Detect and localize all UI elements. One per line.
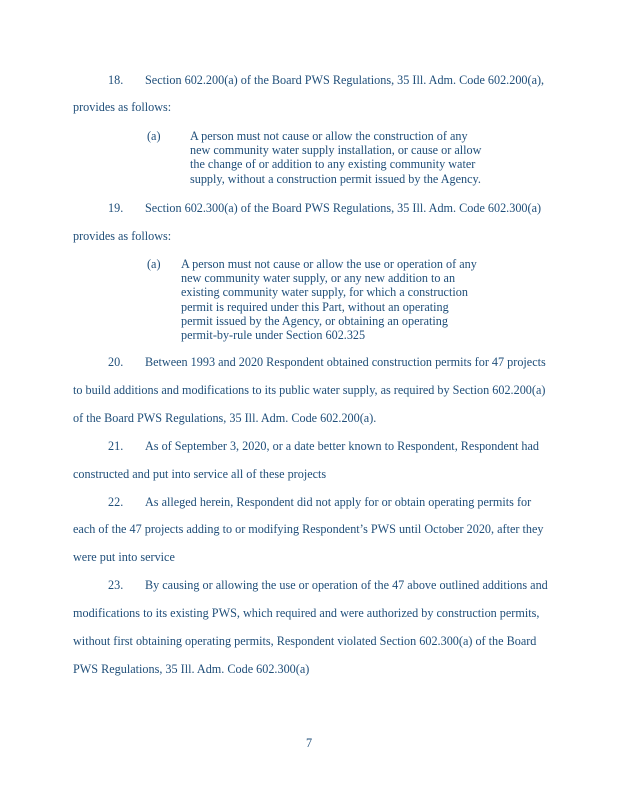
- quote-line: permit-by-rule under Section 602.325: [181, 328, 366, 343]
- quote-line: the change of or addition to any existing community water: [190, 157, 476, 172]
- paragraph-21-number: 21.: [108, 439, 124, 453]
- paragraph-19-first-line: Section 602.300(a) of the Board PWS Regulations, 35 Ill. Adm. Code 602.300(a): [145, 201, 542, 215]
- paragraph-22-line-1: As alleged herein, Respondent did not apply for or obtain operating permits for: [145, 495, 532, 509]
- paragraph-19-quote-label: (a): [147, 257, 161, 271]
- paragraph-21-line-1: As of September 3, 2020, or a date better known to Respondent, Respondent had: [145, 439, 539, 453]
- paragraph-20-line-1: Between 1993 and 2020 Respondent obtained construction permits for 47 projects: [145, 355, 546, 369]
- paragraph-18-first-line: Section 602.200(a) of the Board PWS Regulations, 35 Ill. Adm. Code 602.200(a),: [145, 73, 545, 87]
- paragraph-19-number: 19.: [108, 201, 124, 215]
- page-number: 7: [305, 736, 313, 750]
- paragraph-23-line-3: without first obtaining operating permits, Respondent violated Section 602.300(a) of the Board: [73, 634, 537, 648]
- quote-line: existing community water supply, for which a construction: [181, 285, 468, 300]
- paragraph-18-quote-label: (a): [147, 129, 161, 143]
- quote-line: permit issued by the Agency, or obtaining an operating: [181, 313, 448, 328]
- quote-line: A person must not cause or allow the use or operation of any: [181, 257, 477, 271]
- paragraph-23-line-2: modifications to its existing PWS, which required and were authorized by construction permits,: [73, 606, 540, 620]
- quote-line: permit is required under this Part, without an operating: [181, 299, 449, 314]
- quote-line: A person must not cause or allow the construction of any: [190, 129, 468, 143]
- paragraph-21-line-2: constructed and put into service all of these projects: [73, 467, 327, 481]
- paragraph-18-second-line: provides as follows:: [73, 100, 172, 114]
- paragraph-19-second-line: provides as follows:: [73, 229, 172, 243]
- paragraph-23-line-1: By causing or allowing the use or operation of the 47 above outlined additions and: [145, 578, 548, 592]
- paragraph-20-line-3: of the Board PWS Regulations, 35 Ill. Adm. Code 602.200(a).: [73, 411, 377, 425]
- quote-line: new community water supply, or any new addition to an: [181, 271, 456, 286]
- paragraph-18-number: 18.: [108, 73, 124, 87]
- quote-line: supply, without a construction permit issued by the Agency.: [190, 171, 481, 186]
- paragraph-19-quote: [181, 257, 477, 342]
- paragraph-20-number: 20.: [108, 355, 124, 369]
- paragraph-23-line-4: PWS Regulations, 35 Ill. Adm. Code 602.300(a): [73, 662, 310, 676]
- paragraph-22-number: 22.: [108, 495, 124, 509]
- paragraph-23-number: 23.: [108, 578, 124, 592]
- quote-line: new community water supply installation, or cause or allow: [190, 143, 482, 158]
- paragraph-22-line-3: were put into service: [73, 550, 175, 564]
- paragraph-18-quote: [190, 129, 481, 186]
- paragraph-20-line-2: to build additions and modifications to its public water supply, as required by Section 602.200(a): [73, 383, 546, 397]
- paragraph-22-line-2: each of the 47 projects adding to or modifying Respondent’s PWS until October 2020, after they: [73, 522, 544, 536]
